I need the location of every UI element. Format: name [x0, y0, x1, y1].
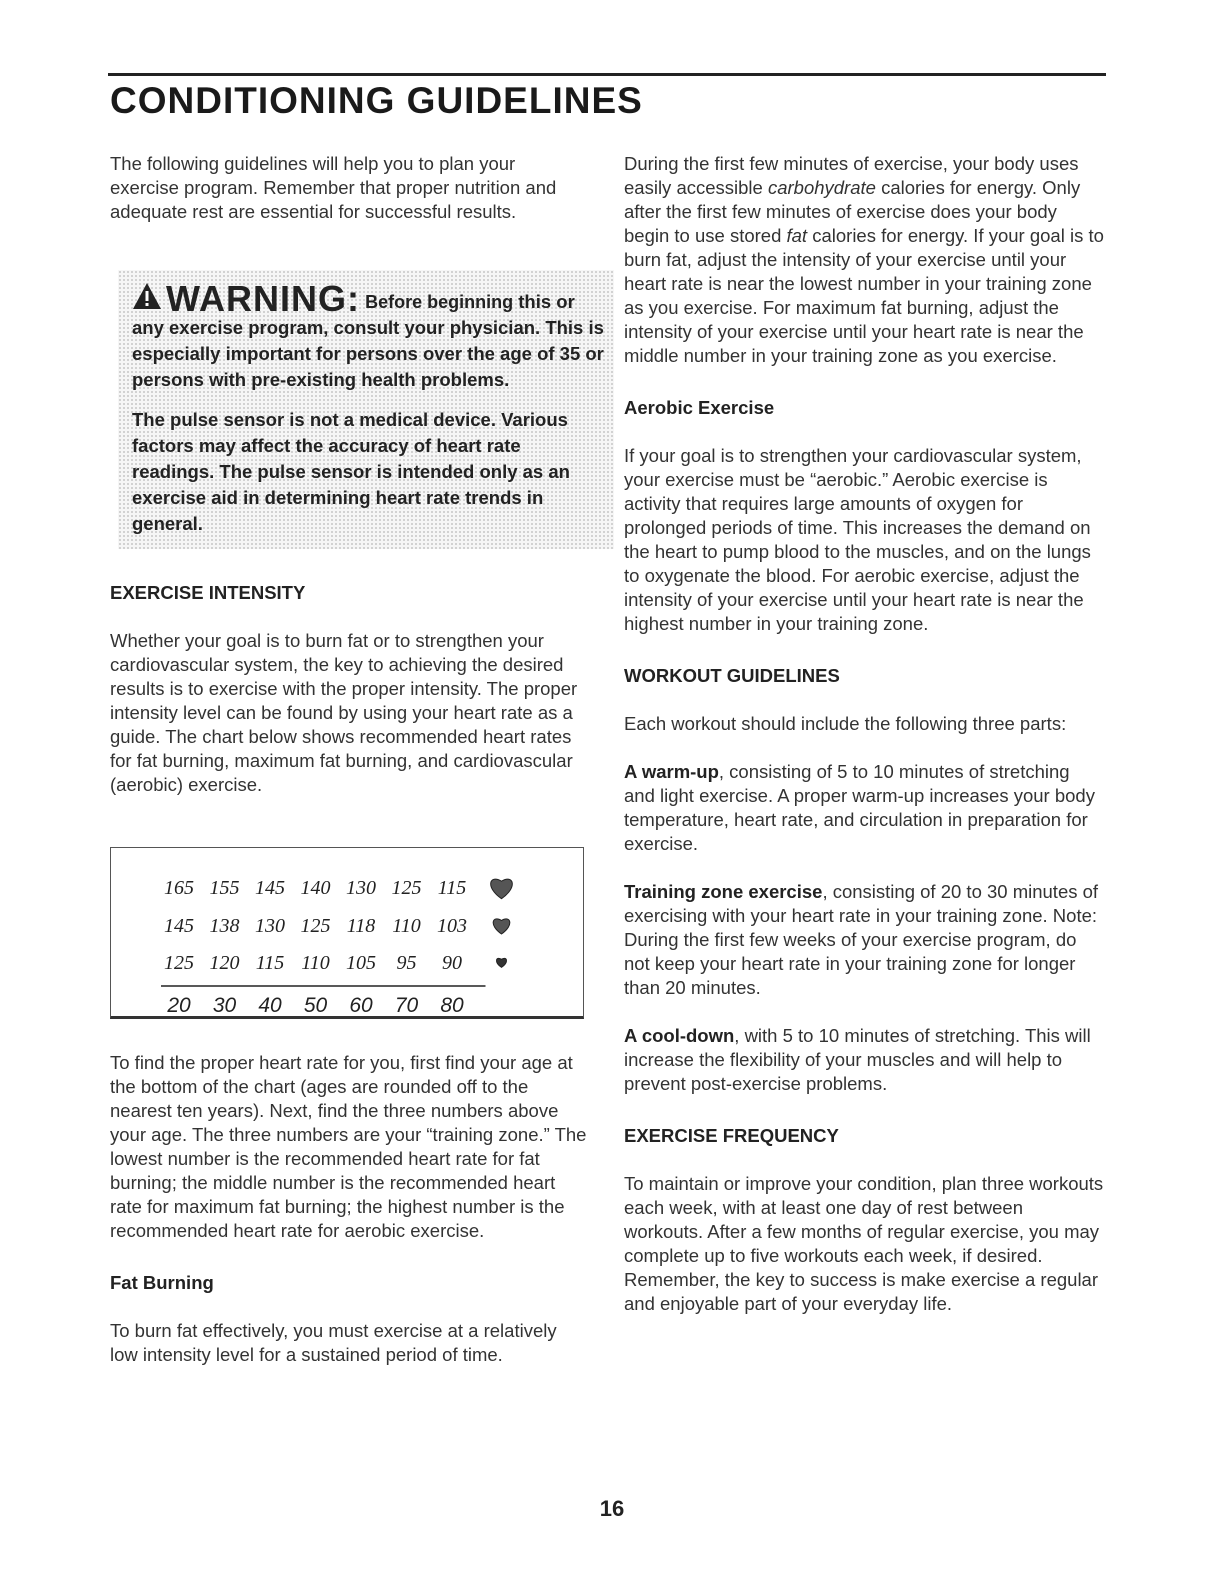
warm-up-text: , consisting of 5 to 10 minutes of stretching and light exercise. A proper warm-up increases your body temperature, heart rate, and circulation in preparation for exercise.	[624, 761, 1095, 854]
heart-rate-value: 103	[437, 915, 467, 937]
energy-text-c: calories for energy. If your goal is to burn fat, adjust the intensity of your exercise until your heart rate is near the lowest number in your training zone as you exercise. For maximum fat burning, adjust the intensity of your exercise until your heart rate is near the middle number in your training zone as you exercise.	[624, 225, 1104, 366]
age-label: 80	[440, 994, 464, 1017]
heart-icon	[493, 919, 510, 934]
heart-rate-value: 155	[209, 877, 240, 899]
fat-burning-text: To burn fat effectively, you must exercise at a relatively low intensity level for a sustained period of time.	[110, 1320, 557, 1365]
workout-intro-text: Each workout should include the following three parts:	[624, 713, 1067, 734]
warning-text	[132, 278, 604, 393]
heart-rate-value: 125	[391, 877, 422, 899]
heart-rate-chart-svg	[111, 848, 585, 1020]
heart-rate-value: 90	[442, 952, 462, 974]
cool-down-label: A cool-down	[624, 1025, 735, 1046]
aerobic-exercise-text: If your goal is to strengthen your cardiovascular system, your exercise must be “aerobic.” Aerobic exercise is activity that requires large amounts of oxygen for prolonged periods of time. This increases the demand on the heart to pump blood to the muscles, and on the lungs to oxygenate the blood. For aerobic exercise, adjust the intensity of your exercise until your heart rate is near the highest number in your training zone.	[624, 445, 1091, 634]
warning-lead: Before beginning	[365, 292, 514, 312]
right-column	[624, 152, 1104, 1316]
age-label: 60	[349, 994, 373, 1017]
heart-rate-value: 130	[346, 877, 376, 899]
heart-rate-value: 105	[346, 952, 376, 974]
fat-burning-heading: Fat Burning	[110, 1272, 214, 1293]
heart-rate-value: 125	[164, 952, 194, 974]
heart-rate-value: 95	[396, 952, 417, 974]
find-heart-rate-text: To find the proper heart rate for you, first find your age at the bottom of the chart (ages are rounded off to the nearest ten years). Next, find the three numbers above your age. The three numbers are your “training zone.” The lowest number is the recommended heart rate for fat burning; the middle number is the recommended heart rate for maximum fat burning; the highest number is the recommended heart rate for aerobic exercise.	[110, 1052, 587, 1241]
exercise-frequency-text: To maintain or improve your condition, plan three workouts each week, with at least one day of rest between workouts. After a few months of regular exercise, you may complete up to five workouts each week, if desired. Remember, the key to success is make exercise a regular and enjoyable part of your everyday life.	[624, 1173, 1104, 1314]
energy-paragraph	[624, 152, 1104, 368]
heart-rate-value: 115	[437, 877, 467, 899]
exercise-intensity-heading: EXERCISE INTENSITY	[110, 582, 306, 603]
carbohydrate-emphasis: carbohydrate	[767, 177, 876, 198]
heart-rate-value: 125	[300, 915, 331, 937]
aerobic-exercise-heading: Aerobic Exercise	[624, 397, 775, 418]
heart-rate-value: 165	[164, 877, 194, 899]
heart-rate-value: 145	[164, 915, 194, 937]
title-rule	[108, 73, 1106, 76]
page-title: CONDITIONING GUIDELINES	[110, 80, 643, 121]
heart-rate-value: 115	[255, 952, 285, 974]
training-zone-text: , consisting of 20 to 30 minutes of exercising with your heart rate in your training zone. Note: During the first few weeks of your exercise program, do not keep your heart rate in your training zone for longer than 20 minutes.	[624, 881, 1099, 998]
energy-text-b: calories for energy. Only after the first few minutes of exercise does your body begin to use stored	[624, 177, 1081, 246]
intro-paragraph: The following guidelines will help you to plan your exercise program. Remember that proper nutrition and adequate rest are essential for successful results.	[110, 153, 557, 222]
left-column	[110, 152, 604, 1367]
heart-rate-value: 110	[301, 952, 330, 974]
pulse-sensor-notice: The pulse sensor is not a medical device. Various factors may affect the accuracy of heart rate readings. The pulse sensor is intended only as an exercise aid in determining heart rate trends in general.	[132, 409, 570, 534]
warning-word: WARNING:	[166, 278, 360, 319]
warning-triangle-icon	[132, 282, 162, 310]
heart-rate-value: 140	[300, 877, 331, 899]
age-label: 20	[167, 994, 191, 1017]
age-label: 40	[258, 994, 282, 1017]
heart-rate-value: 110	[392, 915, 421, 937]
warm-up-paragraph	[624, 760, 1104, 856]
heart-rate-value: 145	[255, 877, 285, 899]
heart-rate-value: 130	[255, 915, 285, 937]
page-number: 16	[599, 1496, 625, 1521]
heart-rate-value: 120	[209, 952, 240, 974]
heart-rate-value: 118	[346, 915, 376, 937]
training-zone-paragraph	[624, 880, 1104, 1000]
heart-rate-value: 138	[209, 915, 240, 937]
workout-guidelines-heading: WORKOUT GUIDELINES	[624, 665, 840, 686]
age-label: 30	[212, 994, 237, 1017]
exercise-frequency-heading: EXERCISE FREQUENCY	[624, 1125, 839, 1146]
training-zone-label: Training zone exercise	[624, 881, 823, 902]
cool-down-paragraph	[624, 1024, 1104, 1096]
age-label: 70	[394, 994, 419, 1017]
heart-icon	[497, 958, 507, 967]
exercise-intensity-text: Whether your goal is to burn fat or to strengthen your cardiovascular system, the key to achieving the desired results is to exercise with the proper intensity. The proper intensity level can be found by using your heart rate as a guide. The chart below shows recommended heart rates for fat burning, maximum fat burning, and cardiovascular (aerobic) exercise.	[110, 630, 578, 795]
warning-box	[118, 270, 614, 549]
age-label: 50	[303, 994, 328, 1017]
cool-down-text: , with 5 to 10 minutes of stretching. This will increase the flexibility of your muscles and will help to prevent post-exercise problems.	[624, 1025, 1091, 1094]
heart-icon	[491, 879, 513, 899]
warning-rest: this or any exercise program, consult your physician. This is especially important for persons over the age of 35 or persons with pre-existing health problems.	[132, 291, 604, 390]
fat-emphasis: fat	[786, 225, 808, 246]
warm-up-label: A warm-up	[624, 761, 719, 782]
heart-rate-chart	[110, 847, 584, 1019]
energy-text-a: During the first few minutes of exercise, your body uses easily accessible	[624, 153, 1079, 198]
